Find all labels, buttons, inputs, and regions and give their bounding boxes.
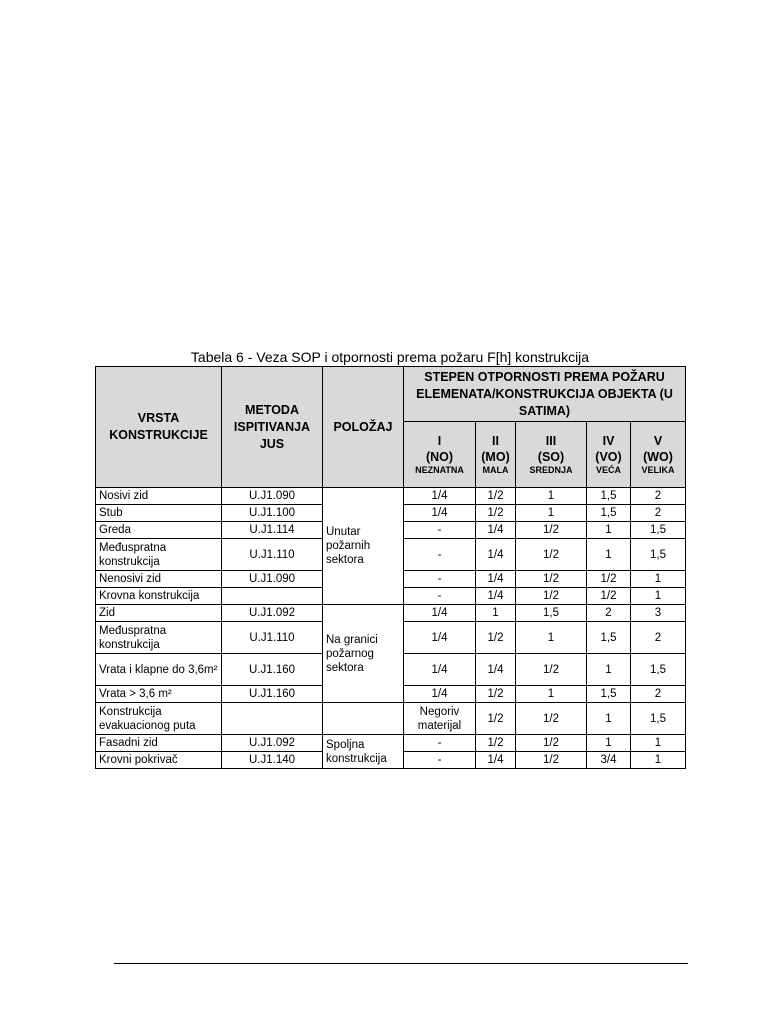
degree-label: VEĆA — [595, 465, 621, 475]
value-cell: 1 — [476, 605, 516, 622]
table-row — [96, 488, 686, 505]
vrsta-cell: Krovna konstrukcija — [96, 588, 222, 605]
vrsta-cell: Greda — [96, 522, 222, 539]
value-cell: - — [404, 539, 476, 571]
header-metoda: METODA ISPITIVANJA JUS — [222, 367, 323, 488]
vrsta-cell: Međuspratna konstrukcija — [96, 539, 222, 571]
metoda-cell: U.J1.110 — [222, 622, 323, 654]
value-cell: 2 — [631, 505, 686, 522]
value-cell: - — [404, 571, 476, 588]
value-cell: 1/4 — [404, 605, 476, 622]
value-cell: 2 — [631, 686, 686, 703]
value-cell: - — [404, 522, 476, 539]
value-cell: 1/2 — [587, 588, 631, 605]
value-cell: 1/2 — [516, 752, 587, 769]
vrsta-cell: Zid — [96, 605, 222, 622]
value-cell: 1 — [631, 752, 686, 769]
vrsta-cell: Međuspratna konstrukcija — [96, 622, 222, 654]
metoda-cell — [222, 703, 323, 735]
header-polozaj: POLOŽAJ — [323, 367, 404, 488]
value-cell: 1 — [631, 588, 686, 605]
value-cell: 1 — [587, 654, 631, 686]
value-cell: 1,5 — [631, 522, 686, 539]
value-cell: 1,5 — [631, 703, 686, 735]
degree-roman: IV — [602, 434, 615, 448]
value-cell: 1/2 — [516, 703, 587, 735]
value-cell: 2 — [631, 488, 686, 505]
table-caption: Tabela 6 - Veza SOP i otpornosti prema požaru F[h] konstrukcija — [190, 349, 590, 365]
value-cell: 1 — [587, 703, 631, 735]
degree-code: (VO) — [595, 450, 622, 464]
metoda-cell: U.J1.092 — [222, 605, 323, 622]
value-cell: 1/4 — [404, 686, 476, 703]
value-cell: 1/4 — [476, 571, 516, 588]
value-cell: 1/4 — [404, 654, 476, 686]
vrsta-cell: Vrata > 3,6 m² — [96, 686, 222, 703]
value-cell: 1/2 — [516, 539, 587, 571]
value-cell: 1/4 — [476, 588, 516, 605]
fire-resistance-table — [95, 366, 686, 769]
value-cell: 1/2 — [476, 686, 516, 703]
degree-roman: V — [653, 434, 663, 448]
metoda-cell: U.J1.092 — [222, 735, 323, 752]
degree-roman: I — [437, 434, 442, 448]
value-cell: 1 — [516, 488, 587, 505]
value-cell: 3 — [631, 605, 686, 622]
value-cell: 1 — [631, 735, 686, 752]
header-vrsta: VRSTA KONSTRUKCIJE — [96, 367, 222, 488]
value-cell: 2 — [631, 622, 686, 654]
value-cell: Negoriv materijal — [404, 703, 476, 735]
value-cell: 1,5 — [587, 488, 631, 505]
degree-header — [476, 422, 516, 488]
degree-header — [516, 422, 587, 488]
degree-code: (NO) — [425, 450, 454, 464]
value-cell: - — [404, 735, 476, 752]
metoda-cell: U.J1.140 — [222, 752, 323, 769]
polozaj-cell: Na granici požarnog sektora — [323, 605, 404, 703]
degree-roman: III — [545, 434, 557, 448]
polozaj-cell: Spoljna konstrukcija — [323, 735, 404, 769]
value-cell: 1/2 — [476, 488, 516, 505]
metoda-cell: U.J1.100 — [222, 505, 323, 522]
value-cell: 1/4 — [404, 505, 476, 522]
value-cell: - — [404, 588, 476, 605]
vrsta-cell: Nenosivi zid — [96, 571, 222, 588]
value-cell: 1/2 — [516, 571, 587, 588]
value-cell: 1/2 — [476, 505, 516, 522]
degree-label: NEZNATNA — [415, 465, 464, 475]
value-cell: 1/4 — [476, 522, 516, 539]
degree-code: (MO) — [481, 450, 510, 464]
polozaj-cell: Unutar požarnih sektora — [323, 488, 404, 605]
table-row — [96, 605, 686, 622]
value-cell: 1/4 — [476, 752, 516, 769]
vrsta-cell: Krovni pokrivač — [96, 752, 222, 769]
metoda-cell — [222, 588, 323, 605]
value-cell: 1/4 — [476, 539, 516, 571]
value-cell: 3/4 — [587, 752, 631, 769]
value-cell: 1/4 — [404, 488, 476, 505]
value-cell: 1,5 — [587, 686, 631, 703]
value-cell: 1/2 — [516, 588, 587, 605]
value-cell: 1/2 — [516, 654, 587, 686]
value-cell: 1/2 — [476, 735, 516, 752]
value-cell: 1 — [516, 622, 587, 654]
value-cell: 1,5 — [631, 539, 686, 571]
table-row — [96, 735, 686, 752]
metoda-cell: U.J1.110 — [222, 539, 323, 571]
metoda-cell: U.J1.160 — [222, 654, 323, 686]
value-cell: 1 — [516, 686, 587, 703]
value-cell: 1/2 — [476, 703, 516, 735]
vrsta-cell: Stub — [96, 505, 222, 522]
value-cell: 1,5 — [516, 605, 587, 622]
value-cell: 1/2 — [476, 622, 516, 654]
value-cell: 1 — [587, 735, 631, 752]
value-cell: 1 — [516, 505, 587, 522]
degree-roman: II — [492, 434, 499, 448]
vrsta-cell: Vrata i klapne do 3,6m² — [96, 654, 222, 686]
value-cell: - — [404, 752, 476, 769]
degree-header — [587, 422, 631, 488]
footer-rule — [114, 963, 688, 964]
polozaj-cell — [323, 703, 404, 735]
value-cell: 1 — [631, 571, 686, 588]
value-cell: 2 — [587, 605, 631, 622]
value-cell: 1/4 — [404, 622, 476, 654]
vrsta-cell: Konstrukcija evakuacionog puta — [96, 703, 222, 735]
degree-header — [631, 422, 686, 488]
value-cell: 1/2 — [516, 522, 587, 539]
value-cell: 1 — [587, 522, 631, 539]
header-stepen: STEPEN OTPORNOSTI PREMA POŽARU ELEMENATA/KONSTRUKCIJA OBJEKTA (U SATIMA) — [404, 367, 686, 422]
degree-label: MALA — [482, 465, 509, 475]
value-cell: 1/2 — [587, 571, 631, 588]
vrsta-cell: Nosivi zid — [96, 488, 222, 505]
value-cell: 1,5 — [631, 654, 686, 686]
value-cell: 1/4 — [476, 654, 516, 686]
value-cell: 1,5 — [587, 622, 631, 654]
value-cell: 1/2 — [516, 735, 587, 752]
value-cell: 1,5 — [587, 505, 631, 522]
vrsta-cell: Fasadni zid — [96, 735, 222, 752]
degree-code: (WO) — [643, 450, 673, 464]
table-row — [96, 703, 686, 735]
metoda-cell: U.J1.114 — [222, 522, 323, 539]
metoda-cell: U.J1.090 — [222, 488, 323, 505]
metoda-cell: U.J1.160 — [222, 686, 323, 703]
value-cell: 1 — [587, 539, 631, 571]
degree-code: (SO) — [537, 450, 565, 464]
degree-label: VELIKA — [641, 465, 675, 475]
metoda-cell: U.J1.090 — [222, 571, 323, 588]
degree-label: SREDNJA — [529, 465, 573, 475]
degree-header — [404, 422, 476, 488]
